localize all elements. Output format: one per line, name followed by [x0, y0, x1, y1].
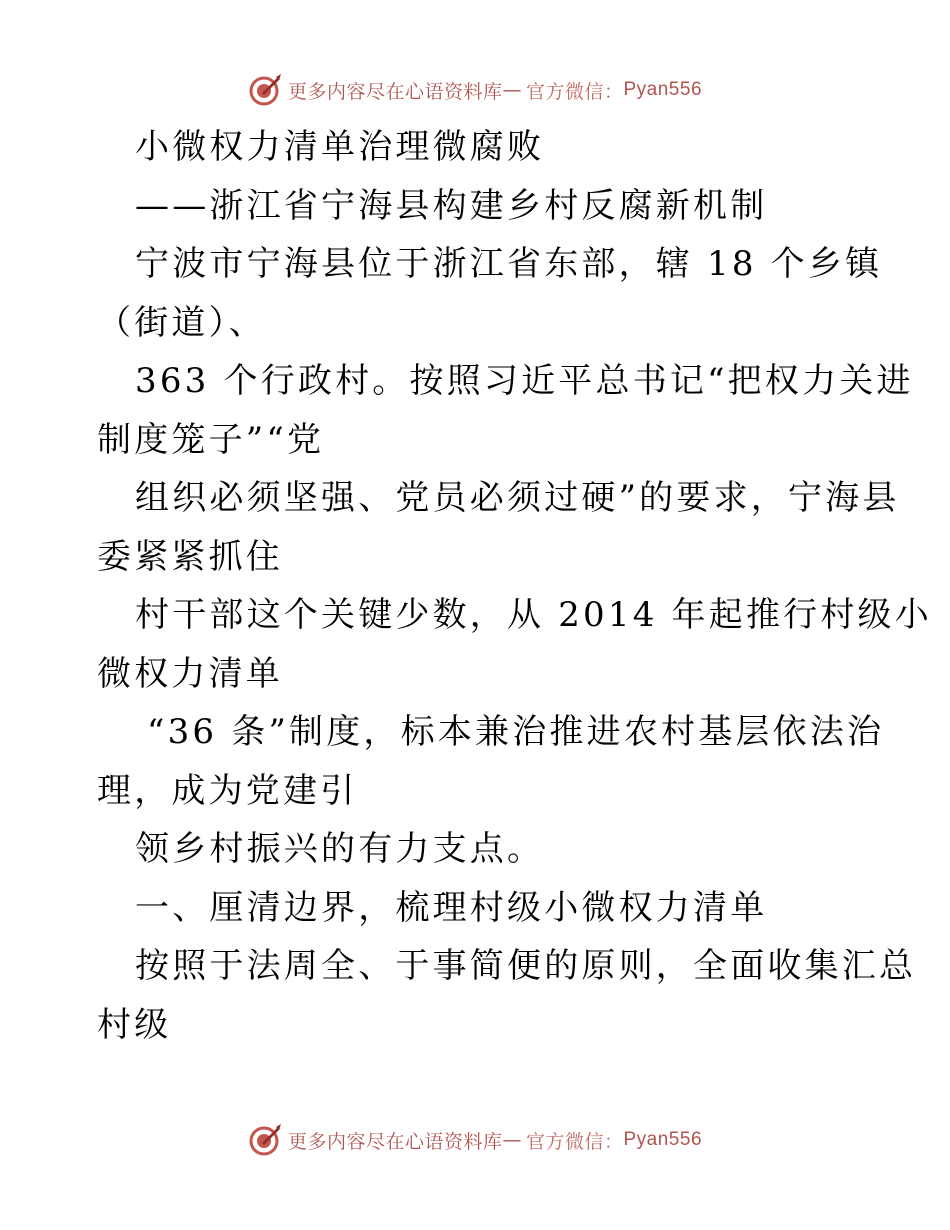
quill-logo-icon — [248, 73, 282, 107]
doc-line: 宁波市宁海县位于浙江省东部，辖 18 个乡镇 — [135, 244, 883, 284]
footer-wechat-label: 官方微信： — [525, 1130, 624, 1153]
footer-wechat-id: Pyan556 — [623, 1129, 703, 1150]
quill-logo-icon — [248, 1123, 282, 1157]
footer-brand-text: 更多内容尽在心语资料库 — [287, 1130, 503, 1153]
header-wechat-label: 官方微信： — [525, 80, 624, 103]
header-wechat-id: Pyan556 — [623, 79, 703, 100]
doc-line: 村干部这个关键少数，从 2014 年起推行村级小 — [135, 595, 932, 635]
section-heading: 一、厘清边界，梳理村级小微权力清单 — [135, 887, 768, 928]
doc-line: 领乡村振兴的有力支点。 — [135, 829, 545, 869]
doc-line: “36 条”制度，标本兼治推进农村基层依法治 — [147, 712, 885, 752]
doc-subtitle: ——浙江省宁海县构建乡村反腐新机制 — [135, 185, 768, 226]
doc-line: 微权力清单 — [97, 653, 283, 694]
footer-watermark — [0, 1118, 950, 1162]
doc-line: 理，成为党建引 — [97, 770, 358, 811]
doc-line: 组织必须坚强、党员必须过硬”的要求，宁海县 — [135, 478, 900, 518]
doc-title: 小微权力清单治理微腐败 — [135, 127, 545, 167]
doc-line: 制度笼子”“党 — [97, 419, 325, 460]
doc-line: （街道）、 — [97, 302, 266, 343]
doc-line: 按照于法周全、于事简便的原则，全面收集汇总 — [135, 946, 917, 986]
header-watermark — [0, 68, 950, 112]
footer-dash: — — [502, 1129, 522, 1151]
header-dash: — — [502, 79, 522, 101]
doc-line: 委紧紧抓住 — [97, 536, 283, 577]
header-brand-text: 更多内容尽在心语资料库 — [287, 80, 503, 103]
doc-line: 363 个行政村。按照习近平总书记“把权力关进 — [135, 361, 914, 401]
document-body — [97, 118, 932, 1054]
doc-line: 村级 — [97, 1004, 172, 1045]
